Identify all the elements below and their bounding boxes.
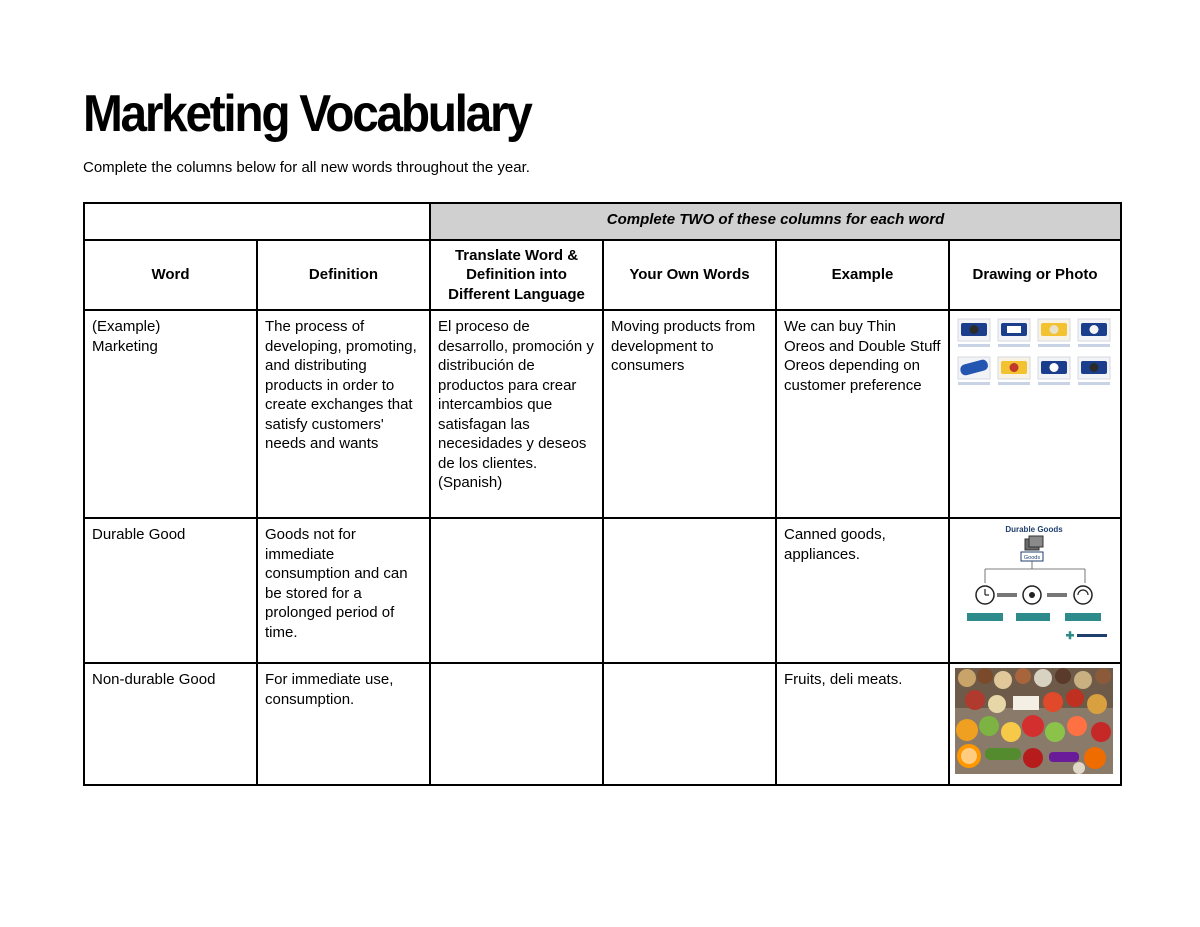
- example-cell: We can buy Thin Oreos and Double Stuff Oreos depending on customer preference: [776, 310, 949, 518]
- diagram-title: Durable Goods: [1005, 525, 1063, 534]
- example-cell: Canned goods, appliances.: [776, 518, 949, 663]
- definition-cell: The process of developing, promoting, and distributing products in order to create exchanges that satisfy customers' needs and wants: [257, 310, 430, 518]
- translation-cell: El proceso de desarrollo, promoción y distribución de productos para crear intercambios que satisfagan las necesidades y deseos de los clientes. (Spanish): [430, 310, 603, 518]
- translation-cell: [430, 663, 603, 785]
- durable-goods-diagram: [955, 523, 1113, 647]
- header-drawing: Drawing or Photo: [949, 240, 1121, 310]
- food-photo: [955, 668, 1113, 774]
- header-translate: Translate Word & Definition into Different Language: [430, 240, 603, 310]
- word-example-label: (Example): [92, 318, 161, 335]
- translation-cell: [430, 518, 603, 663]
- page-subtitle: Complete the columns below for all new words throughout the year.: [83, 159, 530, 176]
- table-row: [84, 310, 1121, 518]
- clock-icon: [976, 586, 994, 604]
- header-row: [84, 240, 1121, 310]
- definition-cell: For immediate use, consumption.: [257, 663, 430, 785]
- definition-cell: Goods not for immediate consumption and can be stored for a prolonged period of time.: [257, 518, 430, 663]
- drawing-cell: [949, 310, 1121, 518]
- header-example: Example: [776, 240, 949, 310]
- drawing-cell: [949, 518, 1121, 663]
- vocabulary-table: [83, 202, 1122, 786]
- own-words-cell: [603, 663, 776, 785]
- gear-icon: [1023, 586, 1041, 604]
- table-row: [84, 663, 1121, 785]
- banner-cell: Complete TWO of these columns for each word: [430, 203, 1121, 240]
- banner-row: [84, 203, 1121, 240]
- table-row: [84, 518, 1121, 663]
- recycle-icon: [1074, 586, 1092, 604]
- word-cell: Non-durable Good: [84, 663, 257, 785]
- oreo-products-photo: [955, 315, 1113, 395]
- word-cell: [84, 310, 257, 518]
- header-word: Word: [84, 240, 257, 310]
- example-cell: Fruits, deli meats.: [776, 663, 949, 785]
- header-own-words: Your Own Words: [603, 240, 776, 310]
- own-words-cell: [603, 518, 776, 663]
- banner-blank-cell: [84, 203, 430, 240]
- own-words-cell: Moving products from development to consumers: [603, 310, 776, 518]
- word-cell: Durable Good: [84, 518, 257, 663]
- page-title: Marketing Vocabulary: [83, 85, 531, 143]
- word-text: Marketing: [92, 337, 158, 355]
- drawing-cell: [949, 663, 1121, 785]
- diagram-goods-label: Goods: [1023, 555, 1041, 561]
- header-definition: Definition: [257, 240, 430, 310]
